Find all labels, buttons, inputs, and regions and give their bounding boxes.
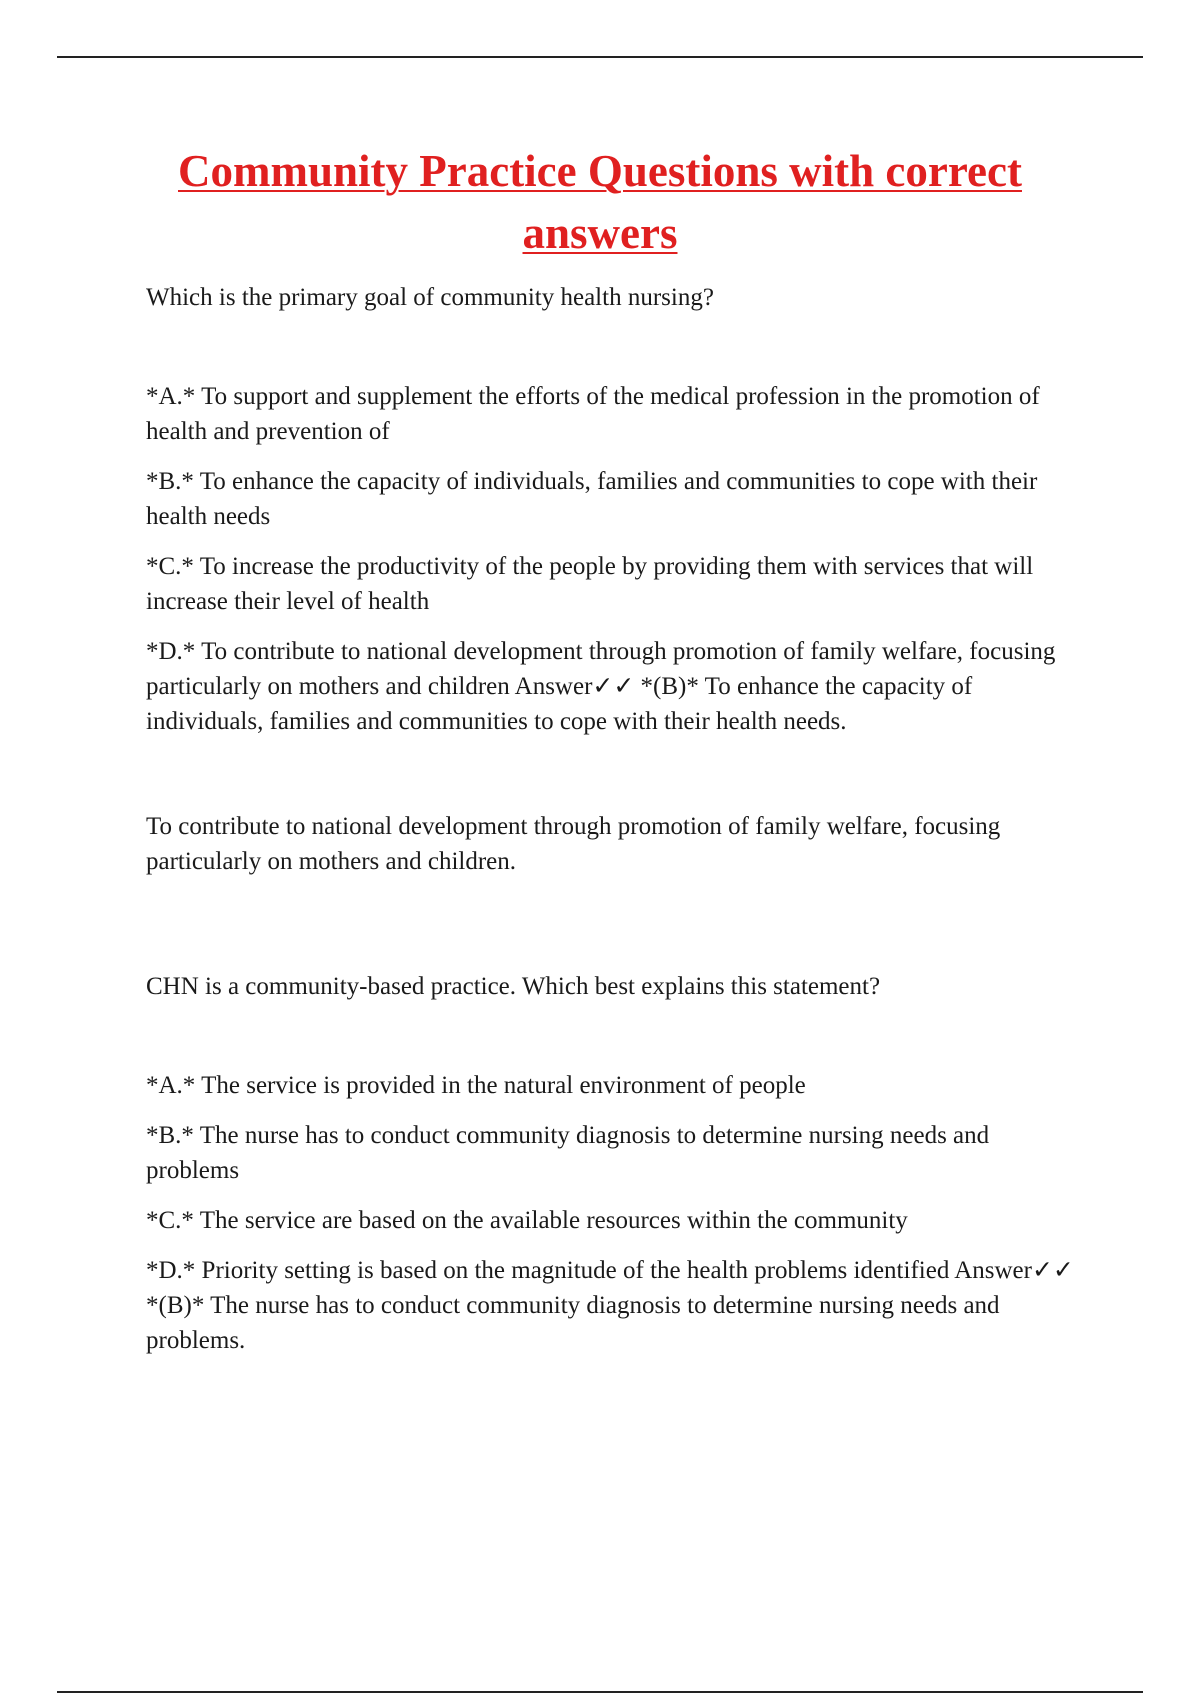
question-1-explanation: To contribute to national development through promotion of family welfare, focusing particularly on mothers and children.	[146, 813, 1001, 875]
question-2: CHN is a community-based practice. Which best explains this statement?	[146, 973, 881, 1000]
question-1-option-c: *C.* To increase the productivity of the people by providing them with services that will increase their level of health	[146, 553, 1034, 615]
document-body	[146, 280, 1086, 1373]
question-2-option-a: *A.* The service is provided in the natural environment of people	[146, 1072, 806, 1099]
question-1-option-a: *A.* To support and supplement the efforts of the medical profession in the promotion of health and prevention of	[146, 383, 1040, 445]
question-1-option-d-answer: *D.* To contribute to national development through promotion of family welfare, focusing particularly on mothers and children Answer✓✓ *(B)* To enhance the capacity of individuals, families and communities to cope with their health needs.	[146, 638, 1056, 735]
top-rule	[57, 56, 1143, 58]
question-1-option-b: *B.* To enhance the capacity of individuals, families and communities to cope with their health needs	[146, 468, 1038, 530]
question-2-option-d-answer: *D.* Priority setting is based on the magnitude of the health problems identified Answer✓✓ *(B)* The nurse has to conduct community diagnosis to determine nursing needs and problems.	[146, 1257, 1074, 1354]
bottom-rule	[57, 1691, 1143, 1693]
question-1: Which is the primary goal of community health nursing?	[146, 284, 714, 311]
question-2-option-c: *C.* The service are based on the available resources within the community	[146, 1207, 908, 1234]
question-2-option-b: *B.* The nurse has to conduct community diagnosis to determine nursing needs and problems	[146, 1122, 990, 1184]
document-title: Community Practice Questions with correct answers	[178, 146, 1022, 258]
